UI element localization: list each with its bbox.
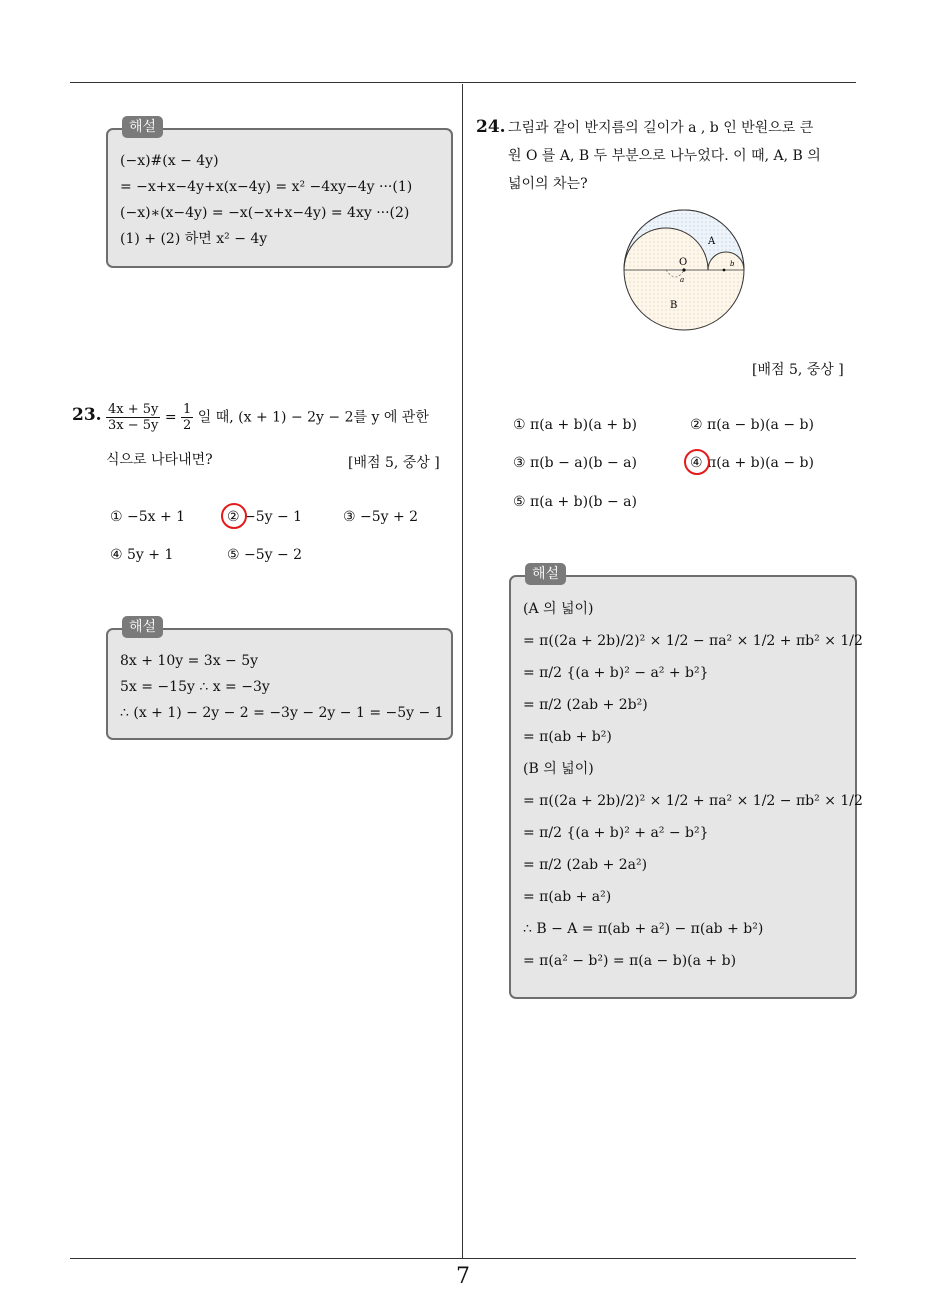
center-point [682, 268, 685, 271]
q24-choice-4[interactable]: ④ π(a + b)(a − b) [690, 455, 814, 471]
solution-line: = π/2 {(a + b)² + a² − b²} [523, 825, 709, 841]
label-b-radius: b [730, 260, 735, 268]
circle-figure [620, 208, 752, 332]
solution-line: ∴ (x + 1) − 2y − 2 = −3y − 2y − 1 = −5y − 1 [120, 705, 444, 721]
solution-line: = π(ab + b²) [523, 729, 612, 745]
top-rule [70, 82, 856, 83]
solution-line: = π(ab + a²) [523, 889, 612, 905]
q24-choice-1[interactable]: ① π(a + b)(a + b) [513, 417, 637, 433]
fraction-numerator: 4x + 5y [108, 402, 159, 417]
q24-choice-2[interactable]: ② π(a − b)(a − b) [690, 417, 814, 433]
q24-choice-5[interactable]: ⑤ π(a + b)(b − a) [513, 494, 637, 510]
question-24-line: 그림과 같이 반지름의 길이가 a , b 인 반원으로 큰 [508, 120, 814, 136]
solution-line: = π/2 (2ab + 2a²) [523, 857, 648, 873]
question-24-text [508, 114, 858, 198]
solution-line: = π(a² − b²) = π(a − b)(a + b) [523, 953, 737, 969]
small-center-point [723, 269, 726, 272]
solution-line: (−x)#(x − 4y) [120, 153, 219, 169]
solution-line: (−x)∗(x−4y) = −x(−x+x−4y) = 4xy ···(2) [120, 205, 410, 221]
question-24-score: [배점 5, 중상 ] [752, 362, 844, 378]
equals-sign: = [164, 409, 177, 426]
solution-line: = −x+x−4y+x(x−4y) = x² −4xy−4y ···(1) [120, 179, 413, 195]
question-23-line2: 식으로 나타내면? [106, 452, 213, 468]
fraction-denominator: 3x − 5y [108, 418, 159, 433]
question-23-score: [배점 5, 중상 ] [348, 455, 440, 471]
label-b-region: B [670, 300, 678, 311]
label-a-region: A [708, 236, 716, 247]
solution-tag: 해설 [122, 116, 163, 138]
column-divider [462, 84, 463, 1258]
solution-tag: 해설 [525, 563, 566, 585]
q23-choice-3[interactable]: ③ −5y + 2 [343, 509, 419, 525]
solution-line: (A 의 넓이) [523, 601, 594, 617]
fraction [106, 402, 160, 433]
label-o: O [679, 257, 688, 268]
q23-choice-5[interactable]: ⑤ −5y − 2 [227, 547, 303, 563]
question-24-line: 넓이의 차는? [508, 176, 588, 192]
question-number-23: 23. [72, 405, 102, 425]
q23-choice-2[interactable]: ② −5y − 1 [227, 509, 303, 525]
solution-box-23 [106, 619, 453, 740]
q24-choice-3[interactable]: ③ π(b − a)(b − a) [513, 455, 637, 471]
solution-line: 8x + 10y = 3x − 5y [120, 653, 259, 669]
answer-circle-mark [684, 449, 710, 475]
q23-choice-4[interactable]: ④ 5y + 1 [110, 547, 174, 563]
question-23-text: 일 때, (x + 1) − 2y − 2를 y 에 관한 [197, 409, 429, 426]
solution-line: = π/2 (2ab + 2b²) [523, 697, 648, 713]
answer-circle-mark [221, 503, 247, 529]
solution-line: (B 의 넓이) [523, 761, 594, 777]
bottom-rule [70, 1258, 856, 1259]
question-number-24: 24. [476, 117, 506, 137]
q23-choice-1[interactable]: ① −5x + 1 [110, 509, 186, 525]
question-23-line1 [106, 402, 456, 433]
question-24-line: 원 O 를 A, B 두 부분으로 나누었다. 이 때, A, B 의 [508, 148, 821, 164]
solution-line: = π/2 {(a + b)² − a² + b²} [523, 665, 709, 681]
label-a-radius: a [680, 276, 685, 284]
page-number: 7 [456, 1264, 470, 1289]
solution-line: (1) + (2) 하면 x² − 4y [120, 231, 268, 247]
solution-line: ∴ B − A = π(ab + a²) − π(ab + b²) [523, 921, 764, 937]
solution-box-22 [106, 119, 453, 268]
solution-line: 5x = −15y ∴ x = −3y [120, 679, 270, 695]
fraction-denominator: 2 [183, 418, 192, 433]
fraction-numerator: 1 [183, 402, 192, 417]
fraction-half [181, 402, 193, 433]
solution-line: = π((2a + 2b)/2)² × 1/2 + πa² × 1/2 − πb² × 1/2 [523, 793, 863, 809]
solution-line: = π((2a + 2b)/2)² × 1/2 − πa² × 1/2 + πb² × 1/2 [523, 633, 863, 649]
solution-box-24 [509, 566, 863, 999]
solution-tag: 해설 [122, 616, 163, 638]
